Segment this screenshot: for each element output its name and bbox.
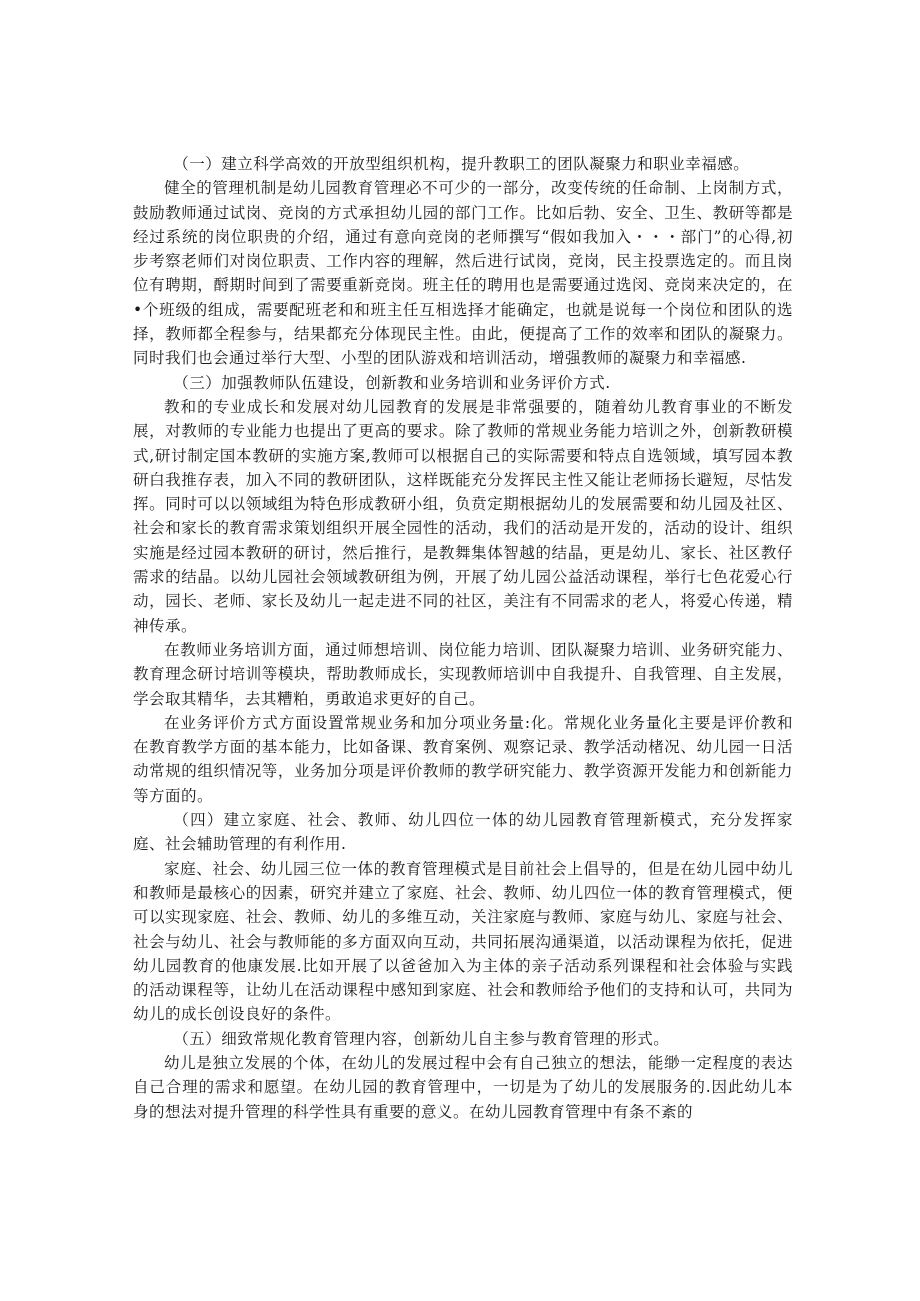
body-paragraph: 教和的专业成长和发展对幼儿园教育的发展是非常强要的，随着幼儿教育事业的不断发展，对教师的专业能力也提出了更高的要求。除了教师的常规业务能力培训之外，创新教研模式,研讨制定国本教研的实施方案,教师可以根据自己的实际需要和特点自选领域，填写园本教研白我推存表，加入不同的教研团队，这样既能充分发挥民主性又能让老师扬长避短，尽怙发挥。同时可以以领域组为特色形成教研小组，负贲定期根据幼儿的发展需要和幼儿园及社区、社会和家长的教育需求策划组织开展全园性的活动，我们的活动是开发的，活动的设计、组织实施是经过园本教研的研讨，然后推行，是教舞集体智越的结晶，更是幼儿、家长、社区教仔需求的结晶。以幼儿园社会领域教研组为例，开展了幼儿园公益活动课程，举行七色花爱心行动，园长、老师、家长及幼儿一起走进不同的社区，美注有不同需求的老人，将爱心传递，精神传承。 (133, 397, 793, 635)
body-paragraph: 健全的管理机制是幼儿园教育管理必不可少的一部分，改变传统的任命制、上岗制方式，鼓励教师通过试岗、竞岗的方式承担幼儿园的部门工作。比如后勃、安全、卫生、教研等都是经过系统的岗位职贵的介绍，通过有意向竞岗的老师撰写“假如我加入・・・部门”的心得,初步考察老师们对岗位职责、工作内容的理解，然后进行试岗，竞岗，民主投票选定的。而且岗位有聘期，酹期时间到了需要重新竞岗。班主任的聘用也是需要通过选闵、竞岗来决定的，在•个班级的组成，需要配班老和和班主任互相选择才能确定，也就是说每一个岗位和团队的选择，教师都全程参与，结果都充分体现民主性。由此，便提高了工作的效率和团队的凝聚力。同时我们也会通过举行大型、小型的团队游戏和培训活动，增强教师的凝聚力和幸福感. (133, 179, 793, 368)
section-heading: （一）建立科学高效的开放型组织机构，提升教职工的团队凝聚力和职业幸福感。 (173, 155, 750, 173)
document-body (133, 152, 793, 1124)
section-heading: （三）加强教师队伍建设，创新教和业务培训和业务评价方式. (173, 373, 611, 392)
section-heading: （五）细致常规化教育管理内容，创新幼儿自主参与教育管理的形式。 (173, 1029, 670, 1048)
body-paragraph: 在业务评价方式方面设置常规业务和加分项业务量:化。常规化业务量化主要是评价教和在教育教学方面的基本能力，比如备课、教育案例、观察记录、教学活动楮况、幼儿园一日活动常规的组织情况等，业务加分项是评价教师的教学研究能力、教学资源开发能力和创新能力等方面的。 (133, 713, 793, 805)
section-heading: （四）建立家庭、社会、教师、幼儿四位一体的幼儿园教育管理新模式，充分发挥家庭、社会辅助管理的有利作用. (133, 811, 793, 854)
body-paragraph: 幼儿是独立发展的个体，在幼儿的发展过程中会有自己独立的想法，能缈一定程度的表达自己合理的需求和愿望。在幼儿园的教育管理中，一切是为了幼儿的发展服务的.因此幼儿本身的想法对提升管理的科学性具有重要的意义。在幼儿园教育管理中有条不紊的 (133, 1053, 793, 1121)
body-paragraph: 在教师业务培训方面，通过师想培训、岗位能力培训、团队凝聚力培训、业务研究能力、教育理念研讨培训等模块，帮助教师成长，实现教师培训中自我提升、自我管理、自主发展，学会取其精华，去其糟粕，勇敢追求更好的自己。 (133, 640, 793, 708)
body-paragraph: 家庭、社会、幼儿园三位一体的教育管理模式是目前社会上倡导的，但是在幼儿园中幼儿和教师是最核心的因素，研究并建立了家庭、社会、教师、幼儿四位一体的教育管理模式，便可以实现家庭、社会、教师、幼儿的多维互动，关注家庭与教师、家庭与幼儿、家庭与社会、社会与幼儿、社会与教师能的多方面双向互动，共同拓展沟通渠道，以活动课程为依托，促进幼儿园教育的他康发展.比如开展了以爸爸加入为主体的亲子活动系列课程和社会体验与实践的活动课程等，让幼儿在活动课程中感知到家庭、社会和教师给予他们的支持和认可，共同为幼儿的成长创设良好的条件。 (133, 859, 793, 1024)
